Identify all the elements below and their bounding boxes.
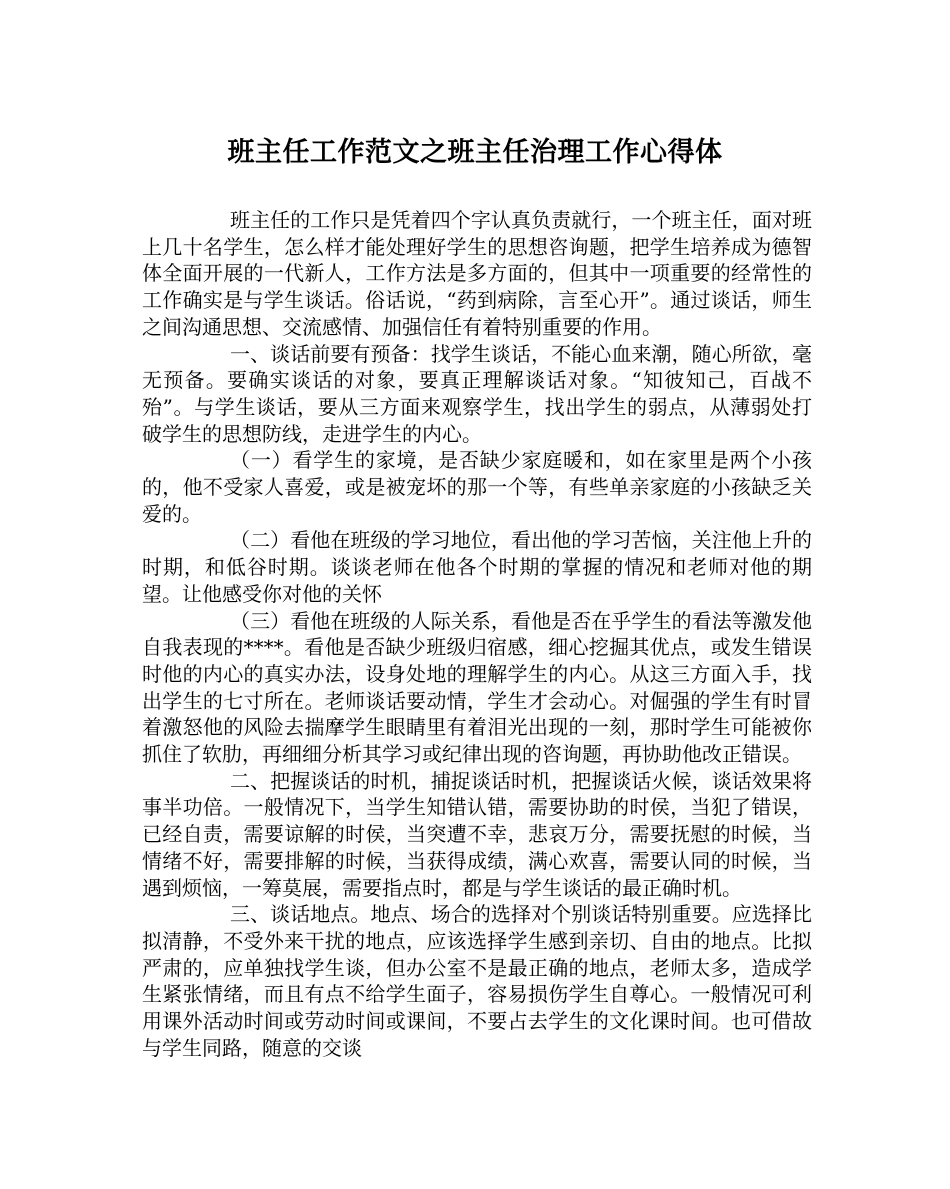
paragraph-intro: 班主任的工作只是凭着四个字认真负责就行，一个班主任，面对班上几十名学生，怎么样才能处理好学生的思想咨询题，把学生培养成为德智体全面开展的一代新人，工作方法是多方面的，但其中一项重要的经常性的工作确实是与学生谈话。俗话说，“药到病除，言至心开”。通过谈话，师生之间沟通思想、交流感情、加强信任有着特别重要的作用。 <box>142 208 812 339</box>
paragraph-subsection-1: （一）看学生的家境，是否缺少家庭暖和，如在家里是两个小孩的，他不受家人喜爱，或是被宠坏的那一个等，有些单亲家庭的小孩缺乏关爱的。 <box>142 448 812 526</box>
paragraph-section-2: 二、把握谈话的时机，捕捉谈话时机，把握谈话火候，谈话效果将事半功倍。一般情况下，当学生知错认错，需要协助的时侯，当犯了错误，已经自责，需要谅解的时侯，当突遭不幸，悲哀万分，需要抚慰的时候，当情绪不好，需要排解的时候，当获得成绩，满心欢喜，需要认同的时候，当遇到烦恼，一筹莫展，需要指点时，都是与学生谈话的最正确时机。 <box>142 768 812 900</box>
paragraph-section-3: 三、谈话地点。地点、场合的选择对个别谈话特别重要。应选择比拟清静，不受外来干扰的地点，应该选择学生感到亲切、自由的地点。比拟严肃的，应单独找学生谈，但办公室不是最正确的地点，老师太多，造成学生紧张情绪，而且有点不给学生面子，容易损伤学生自尊心。一般情况可利用课外活动时间或劳动时间或课间，不要占去学生的文化课时间。也可借故与学生同路，随意的交谈 <box>142 902 812 1060</box>
paragraph-subsection-2: （二）看他在班级的学习地位，看出他的学习苦恼，关注他上升的时期，和低谷时期。谈谈老师在他各个时期的掌握的情况和老师对他的期望。让他感受你对他的关怀 <box>142 528 812 606</box>
paragraph-subsection-3: （三）看他在班级的人际关系，看他是否在乎学生的看法等激发他自我表现的****。看他是否缺少班级归宿感，细心挖掘其优点，或发生错误时他的内心的真实办法，设身处地的理解学生的内心。从这三方面入手，找出学生的七寸所在。老师谈话要动情，学生才会动心。对倔强的学生有时冒着激怒他的风险去揣摩学生眼睛里有着泪光出现的一刻，那时学生可能被你抓住了软肋，再细细分析其学习或纪律出现的咨询题，再协助他改正错误。 <box>142 608 812 767</box>
paragraph-section-1: 一、谈话前要有预备：找学生谈话，不能心血来潮，随心所欲，毫无预备。要确实谈话的对象，要真正理解谈话对象。“知彼知己，百战不殆”。与学生谈话，要从三方面来观察学生，找出学生的弱点，从薄弱处打破学生的思想防线，走进学生的内心。 <box>142 341 812 446</box>
document-body <box>142 207 812 1062</box>
document-title: 班主任工作范文之班主任治理工作心得体 <box>227 137 723 168</box>
